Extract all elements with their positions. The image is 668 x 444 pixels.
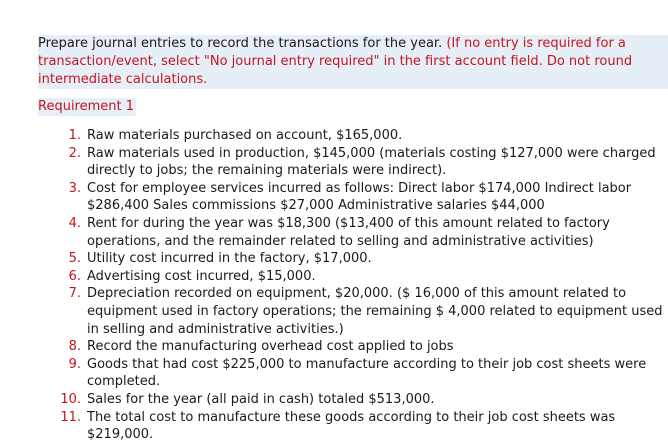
- transaction-number: 3.: [68, 180, 81, 196]
- transaction-number: 10.: [60, 391, 81, 407]
- transaction-number: 8.: [68, 339, 81, 355]
- transaction-number: 4.: [68, 215, 81, 231]
- instructions: [38, 35, 668, 89]
- transaction-item: [38, 127, 663, 145]
- transaction-text: Advertising cost incurred, $15,000.: [87, 268, 316, 284]
- transaction-item: [38, 338, 663, 356]
- transaction-item: [38, 409, 663, 444]
- transaction-number: 7.: [68, 286, 81, 302]
- transaction-item: [38, 215, 663, 250]
- transaction-text: Depreciation recorded on equipment, $20,000. ($ 16,000 of this amount related to equipment used in factory operations; the remaining $ 4,000 related to equipment used in selling and administrative activities.): [87, 286, 663, 337]
- transaction-text: Record the manufacturing overhead cost applied to jobs: [87, 339, 454, 355]
- transaction-item: [38, 268, 663, 286]
- transaction-text: Sales for the year (all paid in cash) totaled $513,000.: [87, 391, 435, 407]
- transaction-text: Cost for employee services incurred as follows: Direct labor $174,000 Indirect labor $286,400 Sales commissions $27,000 Administrative salaries $44,000: [87, 180, 632, 214]
- transaction-number: 5.: [68, 251, 81, 267]
- transaction-item: [38, 391, 663, 409]
- transaction-number: 6.: [68, 268, 81, 284]
- transaction-item: [38, 180, 663, 215]
- transaction-item: [38, 145, 663, 180]
- transaction-number: 9.: [68, 356, 81, 372]
- transaction-item: [38, 250, 663, 268]
- instructions-lead: Prepare journal entries to record the transactions for the year.: [38, 36, 443, 51]
- instructions-note: (If no entry is required for a transaction/event, select "No journal entry required" in the first account field. Do not round intermediate calculations.: [38, 36, 633, 87]
- transaction-item: [38, 285, 663, 338]
- transaction-list: [38, 127, 663, 444]
- transaction-text: Goods that had cost $225,000 to manufacture according to their job cost sheets were completed.: [87, 356, 647, 390]
- transaction-text: Rent for during the year was $18,300 ($13,400 of this amount related to factory operations, and the remainder related to selling and administrative activities): [87, 215, 610, 249]
- transaction-number: 11.: [60, 409, 81, 425]
- requirement-title: Requirement 1: [38, 99, 135, 114]
- transaction-item: [38, 356, 663, 391]
- transaction-text: The total cost to manufacture these goods according to their job cost sheets was $219,000.: [87, 409, 616, 443]
- transaction-text: Raw materials used in production, $145,000 (materials costing $127,000 were charged directly to jobs; the remaining materials were indirect).: [87, 145, 656, 179]
- transaction-number: 1.: [68, 128, 81, 143]
- transaction-text: Raw materials purchased on account, $165,000.: [87, 128, 403, 143]
- transaction-text: Utility cost incurred in the factory, $17,000.: [87, 251, 372, 267]
- transaction-number: 2.: [68, 145, 81, 161]
